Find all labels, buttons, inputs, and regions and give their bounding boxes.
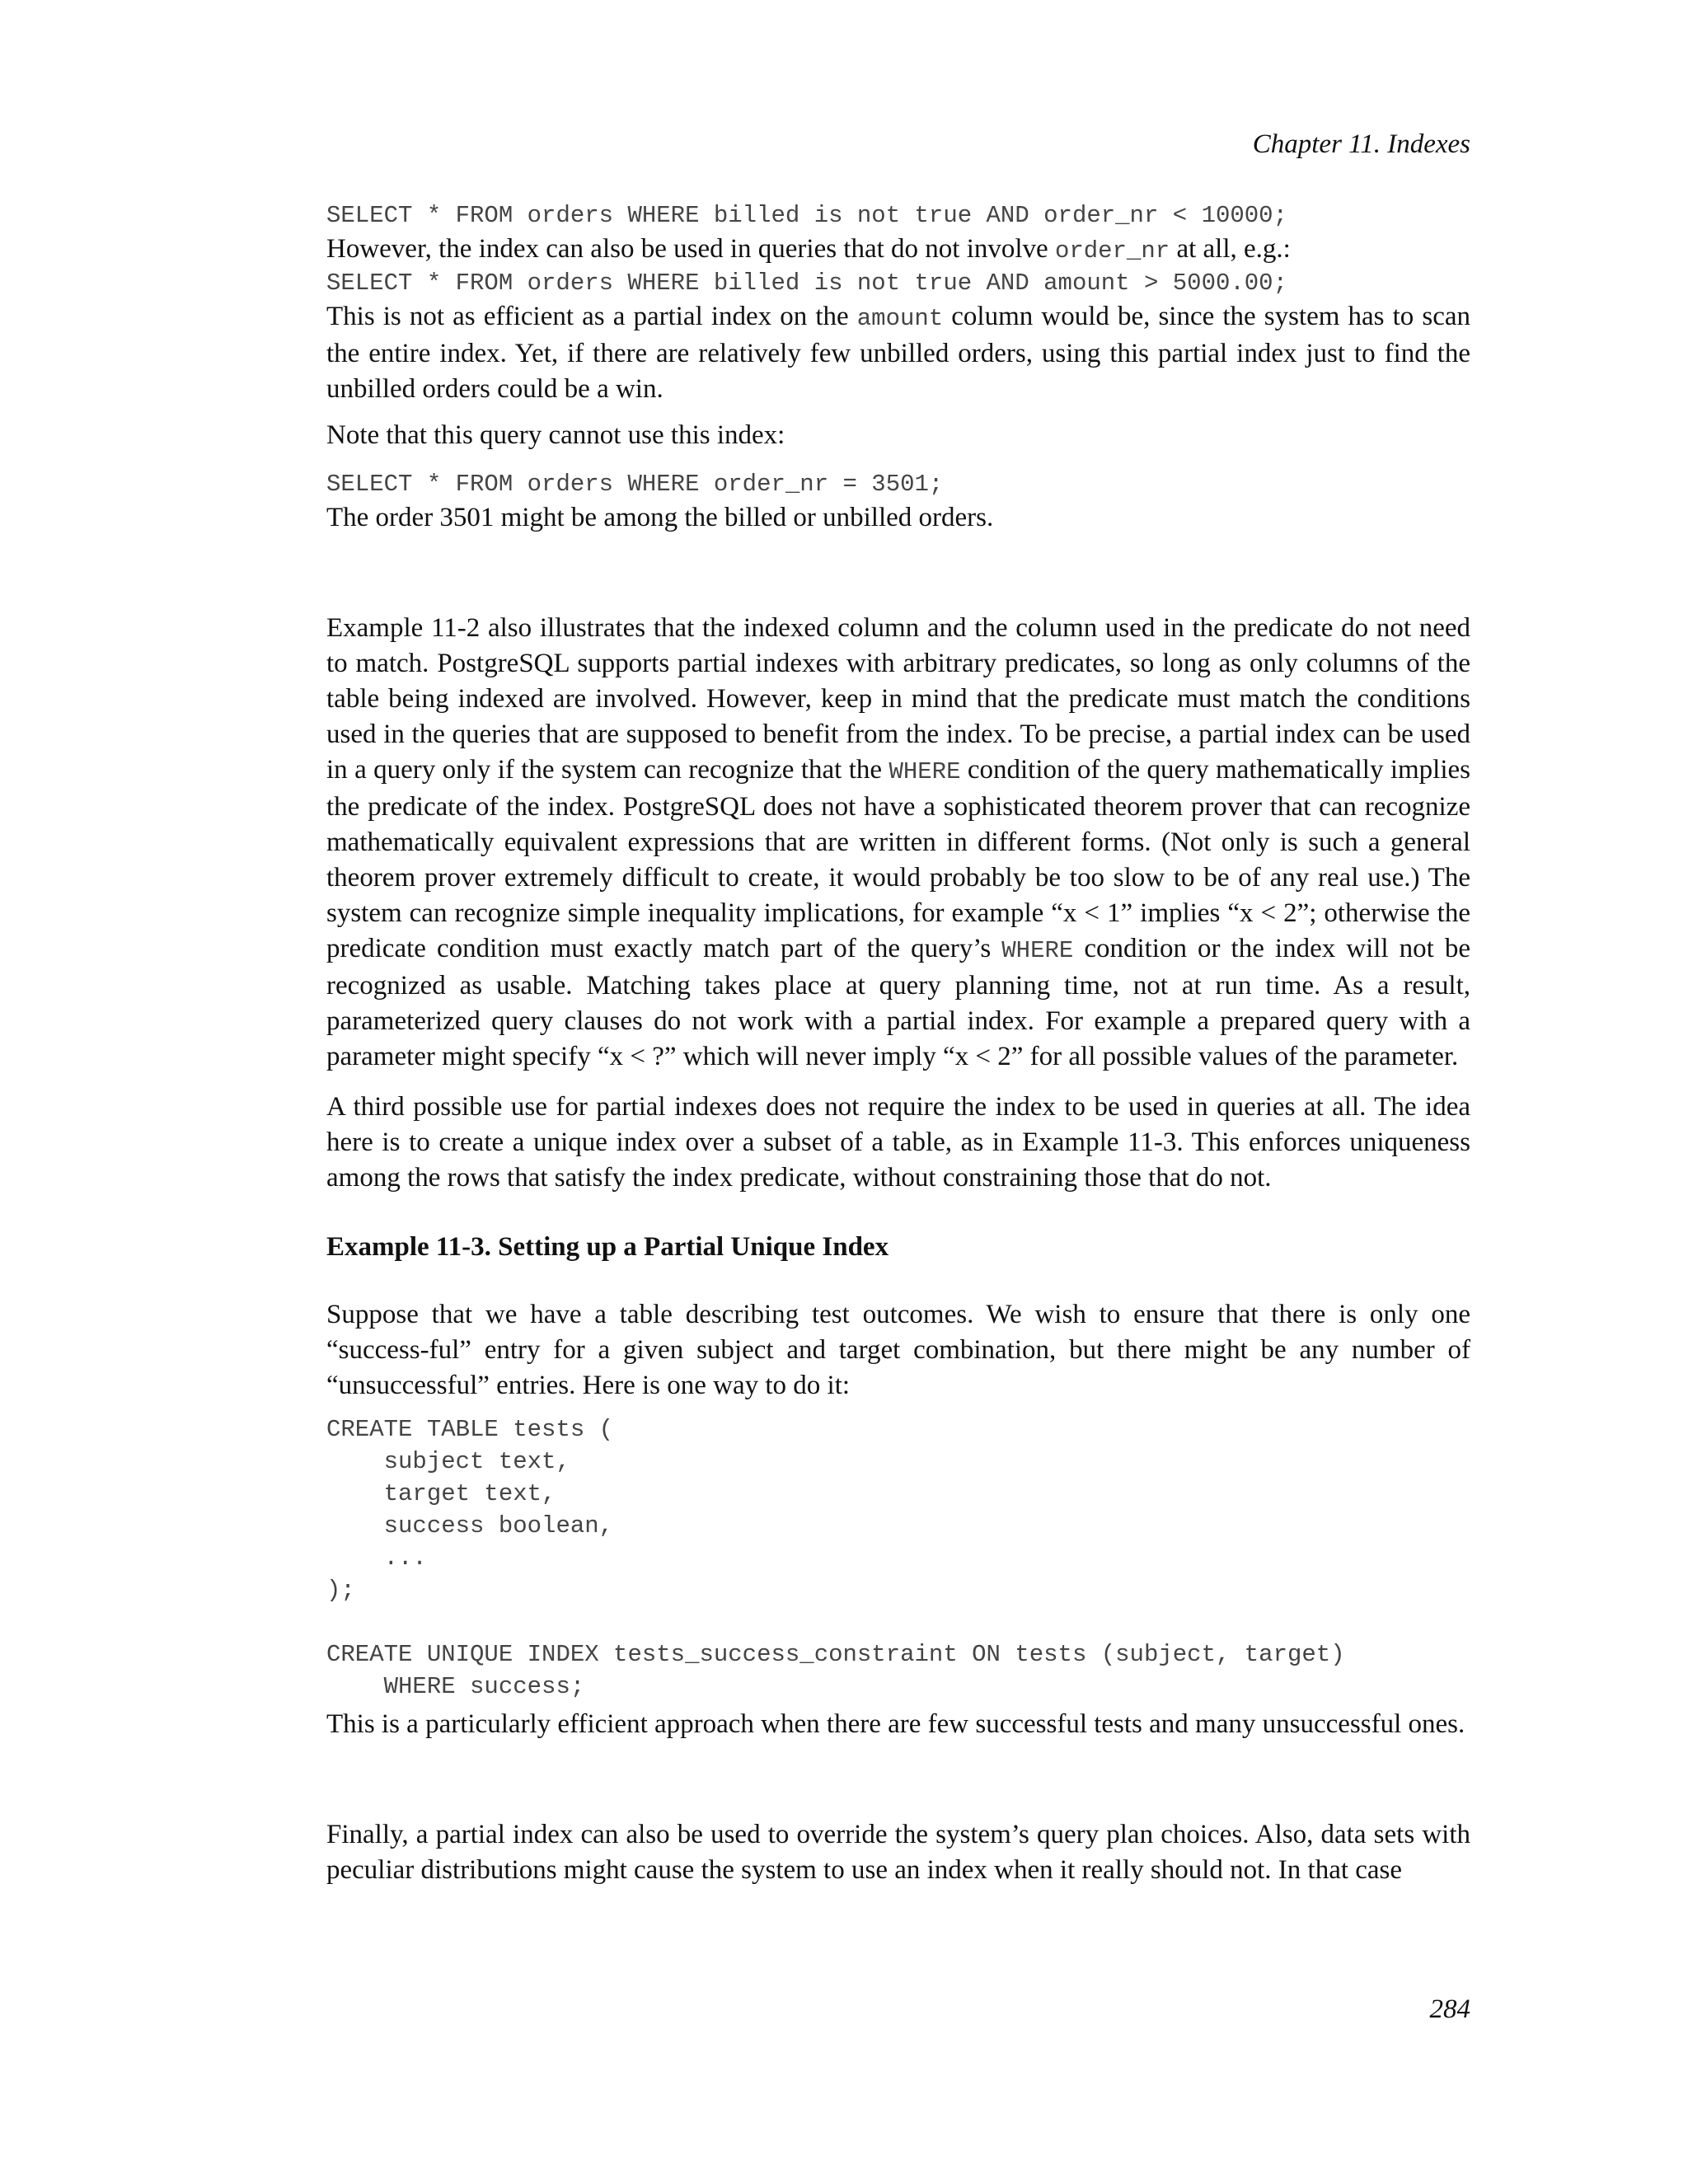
paragraph-text: column would be, since the system has to scan the entire index. Yet, if there are relatively few unbilled orders, using this partial index just to find the unbilled orders could be a win. <box>326 302 1470 404</box>
paragraph-text: condition or the index will not be recognized as usable. Matching takes place at query planning time, not at run time. As a result, parameterized query clauses do not work with a partial index. For example a prepared query with a parameter might specify “x < ?” which will never imply “x < 2” for all possible values of the parameter. <box>326 934 1470 1071</box>
paragraph-finally: Finally, a partial index can also be used to override the system’s query plan choices. Also, data sets with peculiar distributions might cause the system to use an index when it really should not. In that case <box>326 1820 1470 1885</box>
inline-code: order_nr <box>1054 237 1170 265</box>
paragraph-cannot-use: Note that this query cannot use this index: <box>326 420 785 450</box>
paragraph-efficient-approach: This is a particularly efficient approach when there are few successful tests and many unsuccessful ones. <box>326 1709 1465 1739</box>
inline-code: WHERE <box>889 758 961 785</box>
paragraph-test-outcomes: Suppose that we have a table describing test outcomes. We wish to ensure that there is only one “success-ful” entry for a given subject and target combination, but there might be any number of “unsuccessful” entries. Here is one way to do it: <box>326 1300 1470 1400</box>
paragraph-order-3501: The order 3501 might be among the billed or unbilled orders. <box>326 503 994 532</box>
paragraph-text: condition of the query mathematically implies the predicate of the index. PostgreSQL does not have a sophisticated theorem prover that can recognize mathematically equivalent expressions that are written in different forms. (Not only is such a general theorem prover extremely difficult to create, it would probably be too slow to be of any real use.) The system can recognize simple inequality implications, for example “x < 1” implies “x < 2”; otherwise the predicate condition must exactly match part of the query’s <box>326 755 1471 963</box>
paragraph-text: Example 11-2 also illustrates that the indexed column and the column used in the predicate do not need to match. PostgreSQL supports partial indexes with arbitrary predicates, so long as only columns of the table being indexed are involved. However, keep in mind that the predicate must match the conditions used in the queries that are supposed to benefit from the index. To be precise, a partial index can be used in a query only if the system can recognize that the <box>326 613 1470 785</box>
code-create-table-index: CREATE TABLE tests ( subject text, target text, success boolean, ... ); CREATE UNIQUE INDEX tests_success_constraint ON tests (subject, target) WHERE success; <box>326 1416 1345 1700</box>
inline-code: amount <box>856 305 944 332</box>
inline-code: WHERE <box>1001 937 1074 964</box>
paragraph-efficiency <box>326 299 1470 407</box>
page-number: 284 <box>1429 1994 1470 2024</box>
document-page <box>326 0 1470 2184</box>
example-heading: Example 11-3. Setting up a Partial Unique Index <box>326 1232 889 1262</box>
paragraph-predicate-matching <box>326 611 1470 1075</box>
running-header: Chapter 11. Indexes <box>1252 129 1470 159</box>
paragraph-text: However, the index can also be used in queries that do not involve <box>326 234 1055 264</box>
code-query-amount: SELECT * FROM orders WHERE billed is not true AND amount > 5000.00; <box>326 269 1287 297</box>
paragraph-text: This is not as efficient as a partial index on the <box>326 302 857 331</box>
paragraph-order-nr-usage <box>326 232 1470 269</box>
code-query-3501: SELECT * FROM orders WHERE order_nr = 3501; <box>326 471 944 498</box>
paragraph-text: at all, e.g.: <box>1170 234 1291 264</box>
code-query-order-nr: SELECT * FROM orders WHERE billed is not true AND order_nr < 10000; <box>326 202 1287 229</box>
paragraph-third-use: A third possible use for partial indexes does not require the index to be used in queries at all. The idea here is to create a unique index over a subset of a table, as in Example 11-3. This enforces uniqueness among the rows that satisfy the index predicate, without constraining those that do not. <box>326 1092 1470 1193</box>
